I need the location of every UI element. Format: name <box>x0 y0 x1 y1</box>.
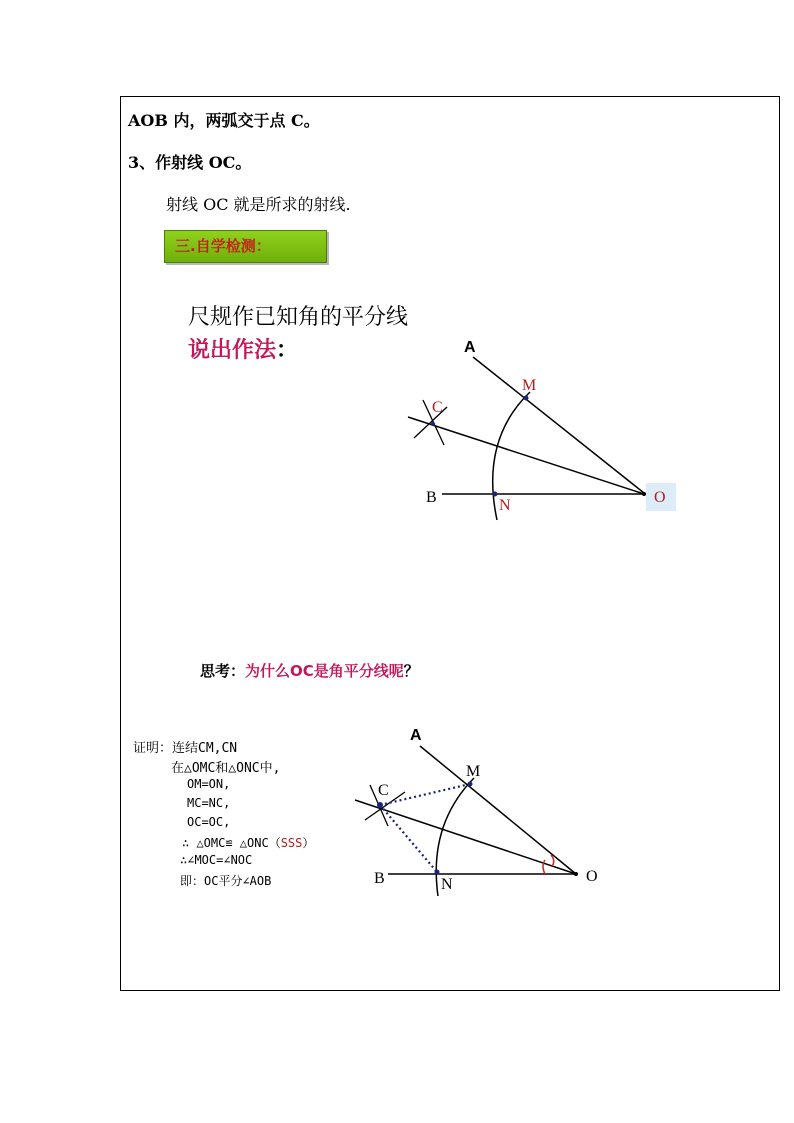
slide1-prompt-red: 说出作法 <box>188 338 277 363</box>
think-suffix: ？ <box>403 662 419 680</box>
label-c: C <box>432 399 443 416</box>
angle-mark-1 <box>543 860 545 874</box>
slide1-title: 尺规作已知角的平分线 <box>188 305 409 330</box>
think-question-red: 为什么OC是角平分线呢 <box>245 662 404 680</box>
angle-mark-2 <box>551 855 554 866</box>
dotted-cm <box>380 784 470 805</box>
point2-c <box>377 802 383 808</box>
proof-line-8: 即：OC平分∠AOB <box>180 874 272 888</box>
point2-m <box>468 782 473 787</box>
label-o: O <box>654 489 666 506</box>
dotted-cn <box>380 805 437 872</box>
slide1-prompt-colon: ： <box>276 338 299 363</box>
ray2-oa <box>420 746 576 874</box>
text-line-2: 3、作射线 OC。 <box>128 153 252 172</box>
text-line-1: AOB 内，两弧交于点 C。 <box>128 111 320 130</box>
proof-sss: SSS <box>280 836 303 850</box>
proof-congruence: ∴ △OMC≌ △ONC（ <box>182 836 281 850</box>
label2-o: O <box>586 868 598 885</box>
label2-n: N <box>441 876 453 893</box>
label2-m: M <box>466 763 481 780</box>
label-a: A <box>464 339 476 356</box>
point2-n <box>435 870 440 875</box>
proof-line-5: OC=OC, <box>187 815 231 829</box>
proof-line-1: 证明：连结CM,CN <box>133 741 238 756</box>
proof-line-2: 在△OMC和△ONC中, <box>171 761 281 776</box>
label2-b: B <box>374 870 385 887</box>
label-n: N <box>499 497 511 514</box>
proof-close-paren: ） <box>302 836 315 850</box>
proof-line-4: MC=NC, <box>187 796 231 810</box>
section-label-self-check: 三.自学检测： <box>164 230 327 263</box>
point2-o <box>574 872 578 876</box>
label2-a: A <box>410 727 422 744</box>
label-b: B <box>426 489 437 506</box>
proof-line-7: ∴∠MOC=∠NOC <box>180 853 253 867</box>
text-line-3: 射线 OC 就是所求的射线. <box>166 195 351 214</box>
label2-c: C <box>378 782 389 799</box>
label-m: M <box>522 377 537 394</box>
proof-line-3: OM=ON, <box>187 777 231 791</box>
think-prefix: 思考： <box>200 662 246 680</box>
